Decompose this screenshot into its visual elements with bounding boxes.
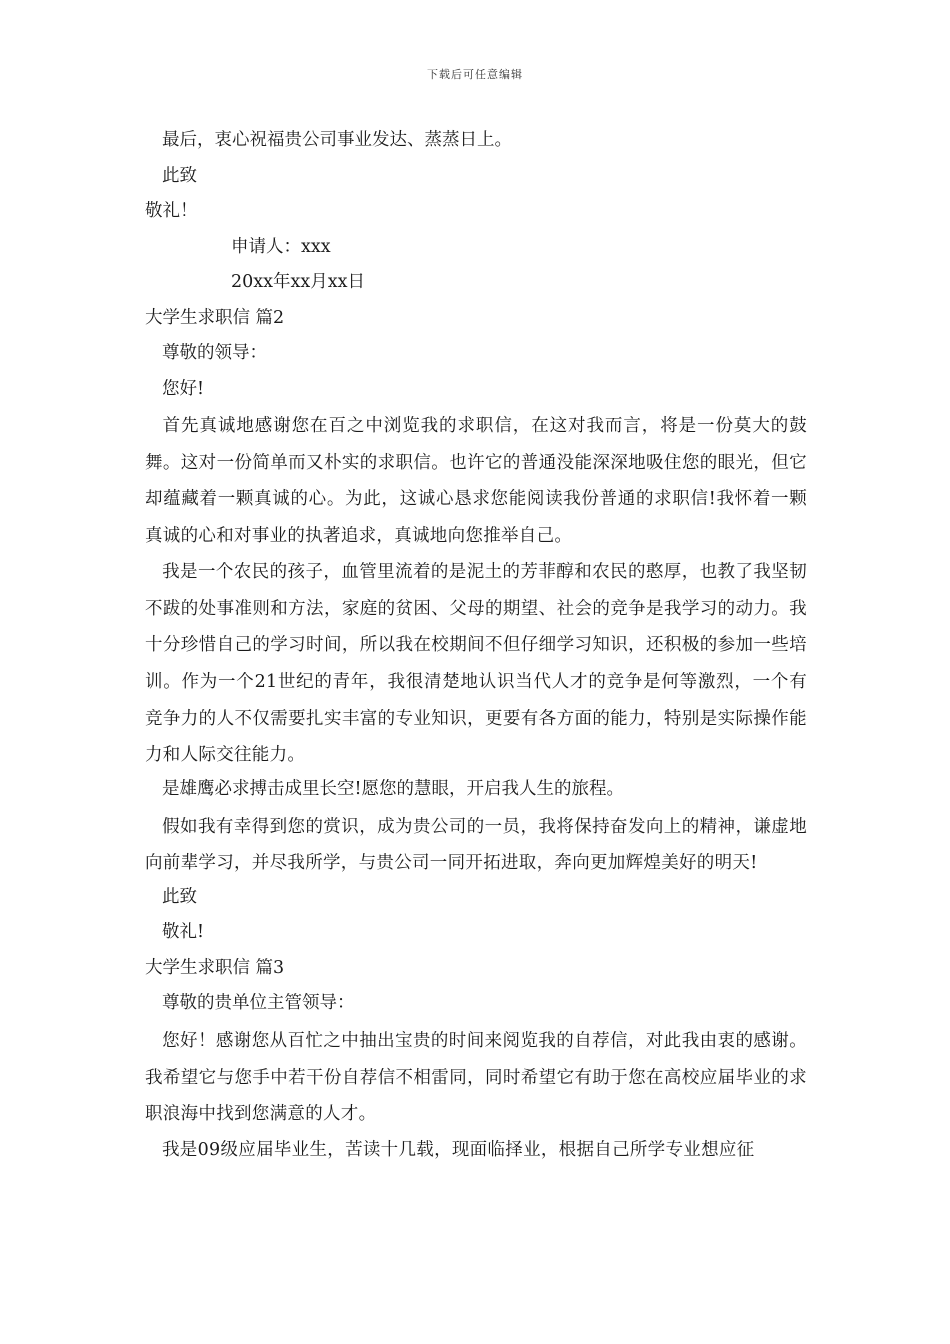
- salute-line-2: 敬礼！: [145, 201, 198, 221]
- paragraph-3-1: 您好！感谢您从百忙之中抽出宝贵的时间来阅览我的自荐信，对此我由衷的感谢。我希望它与您手中若干份自荐信不相雷同，同时希望它有助于您在高校应届毕业的求职浪海中找到您满意的人才。: [145, 1030, 807, 1125]
- salute-line-2-2: 敬礼!: [162, 922, 205, 943]
- signature-date: 20xx年xx月xx日: [231, 272, 365, 292]
- paragraph-2-4: 假如我有幸得到您的赏识，成为贵公司的一员，我将保持奋发向上的精神，谦虚地向前辈学习，并尽我所学，与贵公司一同开拓进取，奔向更加辉煌美好的明天!: [145, 816, 807, 874]
- section-title-3: 大学生求职信 篇3: [145, 957, 285, 978]
- greeting-3: 尊敬的贵单位主管领导：: [162, 993, 355, 1014]
- section-title-2: 大学生求职信 篇2: [145, 307, 285, 328]
- paragraph-2-1: 首先真诚地感谢您在百之中浏览我的求职信，在这对我而言，将是一份莫大的鼓舞。这对一份简单而又朴实的求职信。也许它的普通没能深深地吸住您的眼光，但它却蕴藏着一颗真诚的心。为此，这诚心恳求您能阅读我份普通的求职信!我怀着一颗真诚的心和对事业的执著追求，真诚地向您推举自己。: [145, 416, 807, 547]
- paragraph-2-2: 我是一个农民的孩子，血管里流着的是泥土的芳菲醇和农民的憨厚，也教了我坚韧不跋的处事准则和方法，家庭的贫困、父母的期望、社会的竞争是我学习的动力。我十分珍惜自己的学习时间，所以我在校期间不但仔细学习知识，还积极的参加一些培训。作为一个21世纪的青年，我很清楚地认识当代人才的竞争是何等激烈，一个有竞争力的人不仅需要扎实丰富的专业知识，更要有各方面的能力，特别是实际操作能力和人际交往能力。: [145, 561, 807, 766]
- closing-line: 最后，衷心祝福贵公司事业发达、蒸蒸日上。: [162, 130, 512, 150]
- hello-2: 您好!: [162, 378, 205, 399]
- applicant-signature: 申请人：xxx: [231, 236, 331, 257]
- salute-line-1: 此致: [162, 165, 197, 186]
- salute-line-2-1: 此致: [162, 886, 197, 907]
- document-body: [145, 124, 807, 1168]
- paragraph-2-3: 是雄鹰必求搏击成里长空!愿您的慧眼，开启我人生的旅程。: [162, 779, 625, 800]
- page-header-note: 下载后可任意编辑: [427, 68, 523, 81]
- paragraph-3-2: 我是09级应届毕业生，苦读十几载，现面临择业，根据自己所学专业想应征: [162, 1140, 755, 1161]
- greeting-2: 尊敬的领导：: [162, 343, 267, 363]
